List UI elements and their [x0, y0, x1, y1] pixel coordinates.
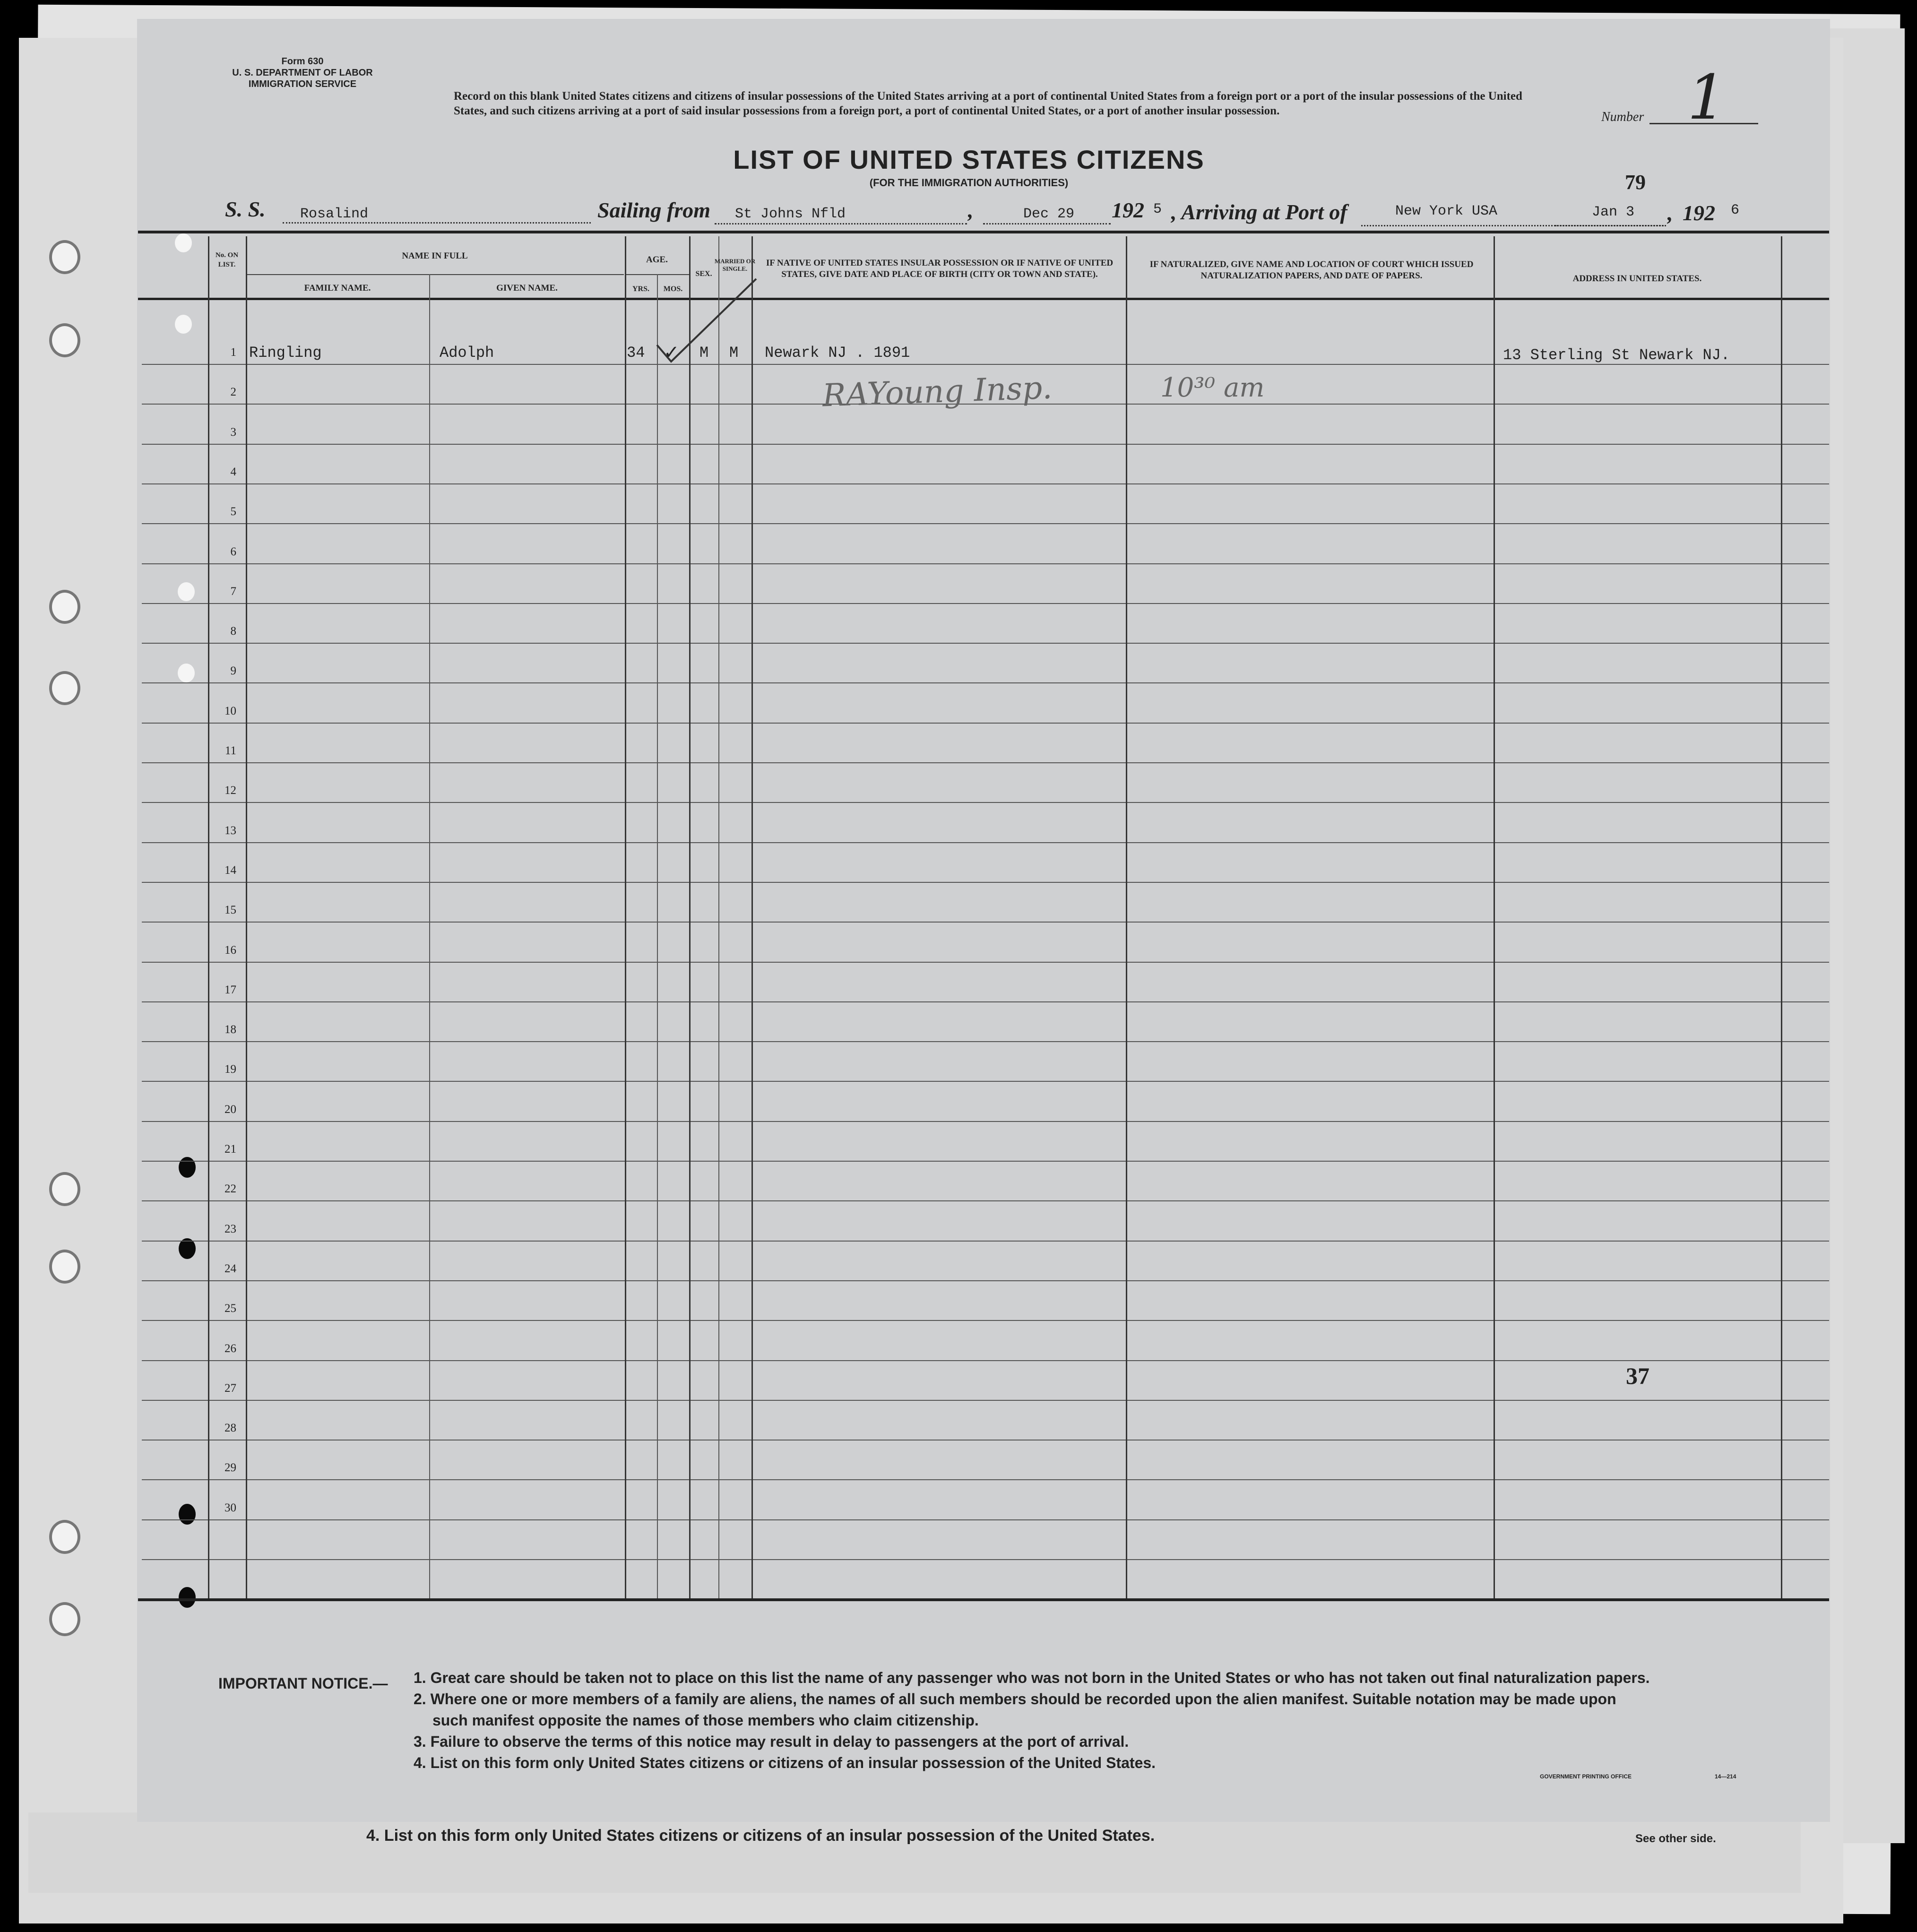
punch-hole [175, 233, 192, 252]
row-number: 15 [225, 904, 236, 916]
department-name: U. S. DEPARTMENT OF LABOR [232, 68, 373, 78]
entry-family-name: Ringling [249, 344, 322, 362]
table-row-line [142, 762, 1829, 763]
table-row-line [142, 1320, 1829, 1321]
col-divider [657, 274, 658, 1598]
table-row-line [142, 1161, 1829, 1162]
inspector-signature: RAYoung Insp. [821, 369, 1053, 414]
row-number: 30 [225, 1501, 236, 1514]
arriving-label: , Arriving at Port of [1171, 200, 1347, 224]
table-row-line [142, 643, 1829, 644]
row-number: 16 [225, 944, 236, 957]
inspection-time: 10³⁰ am [1160, 372, 1265, 403]
table-bottom-border [138, 1598, 1829, 1601]
table-row-line [142, 603, 1829, 604]
table-row-line [142, 962, 1829, 963]
row-number: 11 [225, 744, 236, 757]
arrive-date-underline [1555, 225, 1666, 226]
header-family-name: FAMILY NAME. [304, 283, 371, 293]
header-sex: SEX. [695, 270, 712, 278]
sailing-comma: , [968, 198, 974, 222]
entry-married: M [729, 344, 739, 362]
col-divider [1781, 236, 1782, 1598]
page-stamp-37: 37 [1626, 1363, 1649, 1389]
sail-date-underline [983, 223, 1111, 224]
entry-address: 13 Sterling St Newark NJ. [1503, 346, 1730, 364]
notice-list [414, 1667, 1775, 1774]
arrive-comma: , [1667, 201, 1673, 225]
row-number: 17 [225, 983, 236, 996]
form-number: Form 630 [281, 56, 324, 67]
notice-item: such manifest opposite the names of those members who claim citizenship. [432, 1712, 979, 1729]
arriving-value: New York USA [1395, 203, 1498, 219]
see-other-side-label: See other side. [1635, 1832, 1716, 1845]
binder-hole [49, 1250, 80, 1284]
row-number: 14 [225, 864, 236, 877]
name-subheader-divider [246, 274, 624, 275]
row-number: 5 [230, 505, 236, 518]
ship-underline [283, 222, 591, 224]
row-number: 3 [230, 426, 236, 439]
table-row-line [142, 1360, 1829, 1361]
arrive-year-prefix: 192 [1683, 201, 1715, 225]
row-number: 29 [225, 1461, 236, 1474]
row-number: 21 [225, 1143, 236, 1156]
col-divider [1494, 236, 1495, 1598]
table-row-line [142, 1241, 1829, 1242]
table-row-line [142, 842, 1829, 843]
punch-hole [178, 582, 195, 601]
arrive-year-digit: 6 [1731, 202, 1740, 218]
col-divider [625, 236, 626, 1598]
service-name: IMMIGRATION SERVICE [248, 79, 357, 89]
table-row-line [142, 1200, 1829, 1201]
document-title: LIST OF UNITED STATES CITIZENS [733, 145, 1205, 174]
arrive-date: Jan 3 [1592, 204, 1635, 220]
ship-value: Rosalind [300, 206, 369, 222]
number-value: 1 [1687, 61, 1727, 133]
binder-hole [49, 1520, 80, 1554]
col-divider [751, 236, 753, 1598]
row-number: 25 [225, 1302, 236, 1315]
binder-hole [49, 671, 80, 705]
header-age: AGE. [646, 255, 668, 265]
notice-item: 1. Great care should be taken not to place on this list the name of any passenger who was not born in the United States or who has not taken out final naturalization papers. [414, 1669, 1650, 1686]
row-number: 6 [230, 545, 236, 558]
binder-hole [49, 590, 80, 624]
binder-hole [49, 323, 80, 357]
table-row-line [142, 1121, 1829, 1122]
number-label: Number [1601, 110, 1644, 124]
row-number: 19 [225, 1063, 236, 1076]
row-number: 8 [230, 625, 236, 638]
row-number: 23 [225, 1223, 236, 1235]
row-number: 24 [225, 1262, 236, 1275]
table-row-line [142, 364, 1829, 365]
sail-year-digit: 5 [1153, 201, 1162, 217]
header-native-birth: IF NATIVE OF UNITED STATES INSULAR POSSESSION OR IF NATIVE OF UNITED STATES, GIVE DATE AND PLACE OF BIRTH (CITY OR TOWN AND STATE). [766, 258, 1114, 279]
table-row-line [142, 1479, 1829, 1480]
col-divider [689, 236, 691, 1598]
row-number: 9 [230, 664, 236, 677]
col-divider [1126, 236, 1127, 1598]
table-header-bottom-border [138, 298, 1829, 300]
row-number: 12 [225, 784, 236, 797]
header-given-name: GIVEN NAME. [496, 283, 558, 293]
table-row-line [142, 1081, 1829, 1082]
table-row-line [142, 563, 1829, 564]
punch-hole [175, 315, 192, 334]
punch-hole-dark [179, 1157, 196, 1178]
table-row-line [142, 1519, 1829, 1520]
col-divider [429, 274, 430, 1598]
header-married: MARRIED OR SINGLE. [714, 258, 756, 272]
entry-given-name: Adolph [440, 344, 494, 362]
table-row-line [142, 1559, 1829, 1560]
binder-hole [49, 1172, 80, 1206]
binder-hole [49, 240, 80, 274]
table-row-line [142, 723, 1829, 724]
header-yrs: YRS. [632, 285, 649, 293]
notice-item: 4. List on this form only United States citizens or citizens of an insular possession of the United States. [414, 1754, 1156, 1771]
header-name-in-full: NAME IN FULL [402, 251, 468, 261]
gpo-imprint: GOVERNMENT PRINTING OFFICE [1540, 1773, 1632, 1780]
header-mos: MOS. [663, 285, 683, 293]
row-number: 28 [225, 1422, 236, 1434]
record-instructions: Record on this blank United States citizens and citizens of insular possessions of the United States arriving at a port of continental United States from a foreign port or a port of the insular possessions of the United States, and such citizens arriving at a port of said insular possessions from a foreign port, a port of continental United States, or a port of another insular possession. [454, 90, 1522, 117]
col-divider [246, 236, 247, 1598]
row-number: 2 [230, 386, 236, 398]
form-identifier [199, 56, 406, 90]
sail-date: Dec 29 [1023, 206, 1075, 222]
sailing-value: St Johns Nfld [735, 206, 846, 222]
underlying-sheet-text: 4. List on this form only United States citizens or citizens of an insular possession of the United States. [366, 1827, 1155, 1845]
table-top-border [138, 231, 1829, 233]
entry-birth: Newark NJ . 1891 [765, 344, 910, 362]
table-row-line [142, 682, 1829, 683]
table-row-line [142, 1041, 1829, 1042]
form-code: 14—214 [1715, 1773, 1736, 1780]
punch-hole-dark [179, 1504, 196, 1525]
document-subtitle: (FOR THE IMMIGRATION AUTHORITIES) [869, 177, 1069, 189]
row-number: 4 [230, 466, 236, 478]
table-row-line [142, 444, 1829, 445]
underlying-sheet-strip [28, 1812, 1801, 1893]
sailing-underline [715, 223, 967, 224]
row-number: 7 [230, 585, 236, 598]
notice-item: 2. Where one or more members of a family are aliens, the names of all such members should be recorded upon the alien manifest. Suitable notation may be made upon [414, 1690, 1616, 1708]
notice-item: 3. Failure to observe the terms of this notice may result in delay to passengers at the port of arrival. [414, 1733, 1129, 1750]
row-number: 10 [225, 705, 236, 717]
table-row-line [142, 922, 1829, 923]
row-number: 18 [225, 1023, 236, 1036]
table-row-line [142, 1400, 1829, 1401]
row-number: 1 [230, 346, 236, 359]
binder-hole [49, 1602, 80, 1636]
table-row-line [142, 483, 1829, 484]
header-naturalized: IF NATURALIZED, GIVE NAME AND LOCATION OF COURT WHICH ISSUED NATURALIZATION PAPERS, AND DATE OF PAPERS. [1149, 259, 1474, 281]
table-row-line [142, 523, 1829, 524]
ship-label: S. S. [225, 197, 266, 221]
entry-sex: M [699, 344, 709, 362]
notice-label: IMPORTANT NOTICE.— [218, 1675, 388, 1692]
row-number: 13 [225, 824, 236, 837]
table-row-line [142, 1280, 1829, 1281]
header-no-on-list: No. ON LIST. [215, 251, 239, 268]
col-divider [718, 236, 719, 1598]
punch-hole-dark [179, 1587, 196, 1608]
punch-hole [178, 664, 195, 682]
row-number: 26 [225, 1342, 236, 1355]
table-row-line [142, 882, 1829, 883]
page-stamp: 79 [1625, 171, 1646, 194]
entry-age-years: 34 [627, 344, 645, 362]
entry-age-months-check: ✓ [664, 342, 680, 363]
sail-year-prefix: 192 [1112, 198, 1144, 222]
table-row-line [142, 1001, 1829, 1002]
row-number: 22 [225, 1182, 236, 1195]
row-number: 27 [225, 1382, 236, 1395]
sailing-label: Sailing from [597, 198, 711, 222]
table-row-line [142, 802, 1829, 803]
header-address: ADDRESS IN UNITED STATES. [1572, 274, 1702, 284]
row-number: 20 [225, 1103, 236, 1116]
